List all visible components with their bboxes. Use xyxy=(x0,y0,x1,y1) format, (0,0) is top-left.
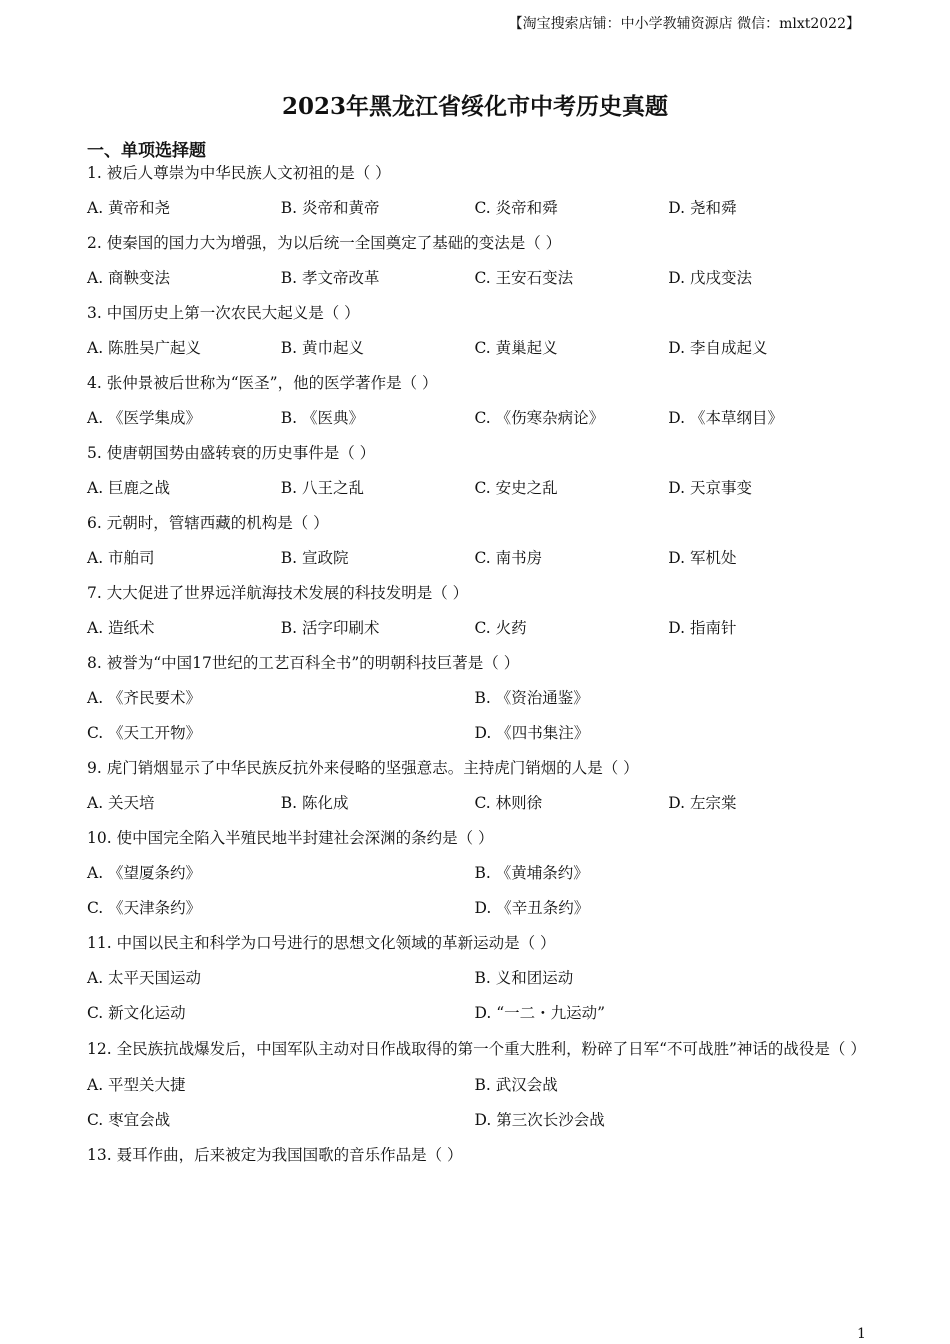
option-row xyxy=(87,611,862,646)
option: C. 林则徐 xyxy=(474,794,543,812)
option: D. 天京事变 xyxy=(668,479,752,497)
question-stem: 13. 聂耳作曲，后来被定为我国国歌的音乐作品是（ ） xyxy=(87,1146,463,1164)
option: B. 黄巾起义 xyxy=(280,339,364,357)
option: B. 陈化成 xyxy=(280,794,349,812)
option: C. 《伤寒杂病论》 xyxy=(474,409,605,427)
option: B. 义和团运动 xyxy=(474,969,574,987)
option-row xyxy=(87,996,862,1031)
option-row xyxy=(87,961,862,996)
question-stem: 5. 使唐朝国势由盛转衰的历史事件是（ ） xyxy=(87,444,376,462)
option: B. 《黄埔条约》 xyxy=(474,864,589,882)
option: B. 《医典》 xyxy=(280,409,364,427)
question-stem: 2. 使秦国的国力大为增强，为以后统一全国奠定了基础的变法是（ ） xyxy=(87,234,562,252)
option: D. 指南针 xyxy=(668,619,737,637)
question-stem: 11. 中国以民主和科学为口号进行的思想文化领域的革新运动是（ ） xyxy=(87,934,556,952)
option: D. 《本草纲目》 xyxy=(668,409,783,427)
option: B. 孝文帝改革 xyxy=(280,269,380,287)
option: C. 枣宜会战 xyxy=(87,1111,171,1129)
question-stem: 9. 虎门销烟显示了中华民族反抗外来侵略的坚强意志。主持虎门销烟的人是（ ） xyxy=(87,759,639,777)
option: D. 左宗棠 xyxy=(668,794,737,812)
option-row xyxy=(87,891,862,926)
option-row xyxy=(87,1068,862,1103)
option: A. 《齐民要术》 xyxy=(87,689,202,707)
page-title: 2023年黑龙江省绥化市中考历史真题 xyxy=(281,93,668,120)
option-row xyxy=(87,191,862,226)
option: A. 陈胜吴广起义 xyxy=(87,339,202,357)
option: D. “一二・九运动” xyxy=(474,1004,606,1022)
option: B. 宣政院 xyxy=(280,549,349,567)
option: C. 炎帝和舜 xyxy=(474,199,558,217)
option: D. 《辛丑条约》 xyxy=(474,899,590,917)
option: A. 造纸术 xyxy=(87,619,155,637)
option: A. 关天培 xyxy=(87,794,155,812)
section-heading: 一、单项选择题 xyxy=(87,141,206,161)
option: D. 军机处 xyxy=(668,549,737,567)
option: C. 新文化运动 xyxy=(87,1004,186,1022)
option: C. 《天津条约》 xyxy=(87,899,202,917)
option: A. 平型关大捷 xyxy=(87,1076,186,1094)
option-row xyxy=(87,856,862,891)
option-row xyxy=(87,261,862,296)
option-row xyxy=(87,716,862,751)
option: B. 炎帝和黄帝 xyxy=(280,199,380,217)
option: D. 《四书集注》 xyxy=(474,724,590,742)
question-list xyxy=(87,156,866,1173)
option: A. 商鞅变法 xyxy=(87,269,171,287)
option-row xyxy=(87,1103,862,1138)
question-stem: 6. 元朝时，管辖西藏的机构是（ ） xyxy=(87,514,329,532)
option: C. 王安石变法 xyxy=(474,269,574,287)
question-stem: 8. 被誉为“中国17世纪的工艺百科全书”的明朝科技巨著是（ ） xyxy=(87,654,520,672)
header-note: 【淘宝搜索店铺：中小学教辅资源店 微信：mlxt2022】 xyxy=(508,16,860,32)
option: C. 火药 xyxy=(474,619,527,637)
question-stem: 1. 被后人尊崇为中华民族人文初祖的是（ ） xyxy=(87,164,391,182)
option: D. 李自成起义 xyxy=(668,339,768,357)
option: C. 安史之乱 xyxy=(474,479,558,497)
option: A. 《医学集成》 xyxy=(87,409,202,427)
option: B. 《资治通鉴》 xyxy=(474,689,589,707)
option: D. 第三次长沙会战 xyxy=(474,1111,605,1129)
option: A. 巨鹿之战 xyxy=(87,479,171,497)
option-row xyxy=(87,786,862,821)
option-row xyxy=(87,401,862,436)
option: B. 八王之乱 xyxy=(280,479,364,497)
option-row xyxy=(87,541,862,576)
option: A. 黄帝和尧 xyxy=(87,199,171,217)
option: C. 南书房 xyxy=(474,549,543,567)
page-number: 1 xyxy=(857,1326,866,1342)
option-row xyxy=(87,471,862,506)
option: C. 黄巢起义 xyxy=(474,339,558,357)
option: B. 武汉会战 xyxy=(474,1076,558,1094)
question-stem: 4. 张仲景被后世称为“医圣”，他的医学著作是（ ） xyxy=(87,374,438,392)
option: A. 太平天国运动 xyxy=(87,969,202,987)
option: A. 《望厦条约》 xyxy=(87,864,202,882)
question-stem: 12. 全民族抗战爆发后，中国军队主动对日作战取得的第一个重大胜利，粉碎了日军“不可战胜”神话的战役是（ ） xyxy=(87,1040,866,1058)
option: C. 《天工开物》 xyxy=(87,724,202,742)
question-stem: 3. 中国历史上第一次农民大起义是（ ） xyxy=(87,304,360,322)
option-row xyxy=(87,331,862,366)
option: A. 市舶司 xyxy=(87,549,155,567)
question-stem: 10. 使中国完全陷入半殖民地半封建社会深渊的条约是（ ） xyxy=(87,829,494,847)
option: D. 戊戌变法 xyxy=(668,269,752,287)
option-row xyxy=(87,681,862,716)
option: D. 尧和舜 xyxy=(668,199,737,217)
option: B. 活字印刷术 xyxy=(280,619,380,637)
question-stem: 7. 大大促进了世界远洋航海技术发展的科技发明是（ ） xyxy=(87,584,469,602)
